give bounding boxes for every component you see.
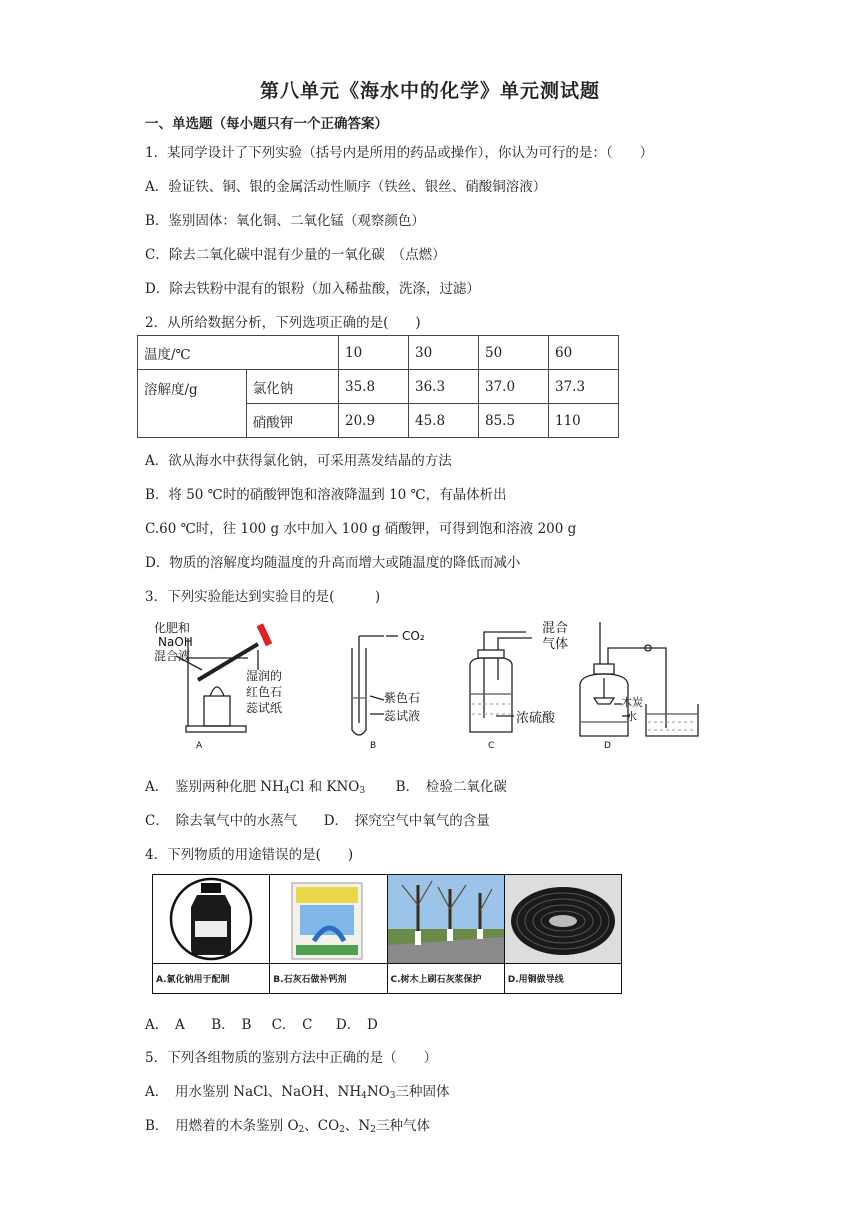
- experiment-figure: [148, 618, 708, 758]
- table-cell: 110: [549, 404, 619, 438]
- q5-option-b: B． 用燃着的木条鉴别 $O_2$、$CO_2$、$N_2$三种气体: [145, 1118, 430, 1135]
- photo-d: [505, 875, 621, 993]
- q4-photo-strip: [152, 874, 622, 994]
- q2-stem: 2．从所给数据分析，下列选项正确的是( ): [145, 315, 421, 331]
- table-cell: 37.0: [479, 370, 549, 404]
- trees-image: [388, 875, 504, 964]
- q1-option-b: B．鉴别固体：氧化铜、二氧化锰（观察颜色）: [145, 213, 425, 229]
- q4-options: [145, 1013, 378, 1033]
- q3-options-cd: [145, 809, 490, 829]
- photo-caption: C.树木上刷石灰浆保护: [390, 975, 482, 985]
- fig-a-label: 红色石: [246, 685, 283, 699]
- q4-stem: 4．下列物质的用途错误的是( ): [145, 847, 354, 863]
- table-cell: 35.8: [339, 370, 409, 404]
- fig-a-label: 混合液: [154, 649, 191, 663]
- q1-option-a: A．验证铁、铜、银的金属活动性顺序（铁丝、银丝、硝酸铜溶液）: [145, 179, 547, 195]
- fig-c-label: 气体: [542, 637, 569, 652]
- q5-stem: 5．下列各组物质的鉴别方法中正确的是（ ）: [145, 1050, 438, 1066]
- fig-letter: A: [196, 741, 203, 751]
- photo-b: [270, 875, 387, 993]
- fig-letter: C: [488, 741, 495, 751]
- fig-c-label: 浓硫酸: [516, 711, 556, 726]
- calcium-box-image: [270, 875, 386, 964]
- fig-a-label: NaOH: [158, 635, 193, 649]
- table-cell: 37.3: [549, 370, 619, 404]
- q2-option-b: B．将 50 ℃时的硝酸钾饱和溶液降温到 10 ℃，有晶体析出: [145, 487, 507, 503]
- fig-d-label: 木炭: [621, 696, 643, 709]
- apparatus-d: [580, 622, 698, 736]
- q3-stem: 3．下列实验能达到实验目的是( ): [145, 589, 381, 605]
- q3-options-ab: [145, 775, 507, 796]
- q5-option-a: A． 用水鉴别 NaCl、NaOH、$NH_4NO_3$三种固体: [145, 1084, 450, 1101]
- table-cell: 36.3: [409, 370, 479, 404]
- fig-a-label: 化肥和: [154, 621, 191, 635]
- q1-option-d: D．除去铁粉中混有的银粉（加入稀盐酸，洗涤，过滤）: [145, 281, 480, 297]
- q4-option-c: C． C: [271, 1017, 313, 1033]
- q4-option-a: A． A: [145, 1017, 185, 1033]
- q2-option-a: A．欲从海水中获得氯化钠，可采用蒸发结晶的方法: [145, 453, 452, 469]
- temp-cell: 30: [409, 336, 479, 370]
- fig-d-label: 水: [626, 710, 637, 723]
- q1-stem: 1．某同学设计了下列实验（括号内是所用的药品或操作），你认为可行的是：（ ）: [145, 145, 654, 161]
- q4-option-d: D． D: [335, 1017, 378, 1033]
- bottle-image: [153, 875, 269, 964]
- q3-option-d: D． 探究空气中氧气的含量: [323, 813, 490, 829]
- temp-cell: 50: [479, 336, 549, 370]
- temp-header: 温度/℃: [138, 336, 339, 370]
- fig-b-label: 蕊试液: [384, 709, 421, 723]
- page-title: 第八单元《海水中的化学》单元测试题: [259, 80, 600, 102]
- row-name-nacl: 氯化钠: [246, 370, 338, 404]
- q3-option-b: B． 检验二氧化碳: [395, 779, 507, 795]
- fig-c-label: 混合: [542, 621, 569, 636]
- q4-option-b: B． B: [211, 1017, 252, 1033]
- fig-letter: B: [370, 741, 377, 751]
- q3-option-a: A． 鉴别两种化肥 $NH_4Cl$ 和 $KNO_3$: [145, 779, 366, 796]
- cable-image: [505, 875, 621, 964]
- photo-c: [388, 875, 505, 993]
- table-cell: 85.5: [479, 404, 549, 438]
- fig-a-label: 湿润的: [246, 669, 283, 683]
- solubility-header: 溶解度/g: [138, 370, 247, 438]
- temp-cell: 60: [549, 336, 619, 370]
- photo-a: [153, 875, 270, 993]
- temp-cell: 10: [339, 336, 409, 370]
- row-name-kno3: 硝酸钾: [246, 404, 338, 438]
- q1-option-c: C．除去二氧化碳中混有少量的一氧化碳 （点燃）: [145, 247, 446, 263]
- section-heading: 一、单选题（每小题只有一个正确答案）: [145, 116, 388, 132]
- q2-option-c: C.60 ℃时，往 100 g 水中加入 100 g 硝酸钾，可得到饱和溶液 200 g: [145, 521, 577, 537]
- solubility-table: [137, 335, 619, 438]
- fig-b-label: 紫色石: [384, 691, 421, 705]
- photo-caption: A.氯化钠用于配制: [156, 975, 230, 985]
- fig-a-label: 蕊试纸: [246, 701, 283, 715]
- q3-option-c: C． 除去氧气中的水蒸气: [145, 813, 298, 829]
- photo-caption: D.用铜做导线: [507, 975, 564, 985]
- photo-caption: B.石灰石做补钙剂: [273, 975, 347, 985]
- fig-b-label: CO₂: [402, 629, 425, 643]
- q2-option-d: D．物质的溶解度均随温度的升高而增大或随温度的降低而减小: [145, 555, 521, 571]
- table-cell: 45.8: [409, 404, 479, 438]
- table-cell: 20.9: [339, 404, 409, 438]
- fig-letter: D: [604, 741, 611, 751]
